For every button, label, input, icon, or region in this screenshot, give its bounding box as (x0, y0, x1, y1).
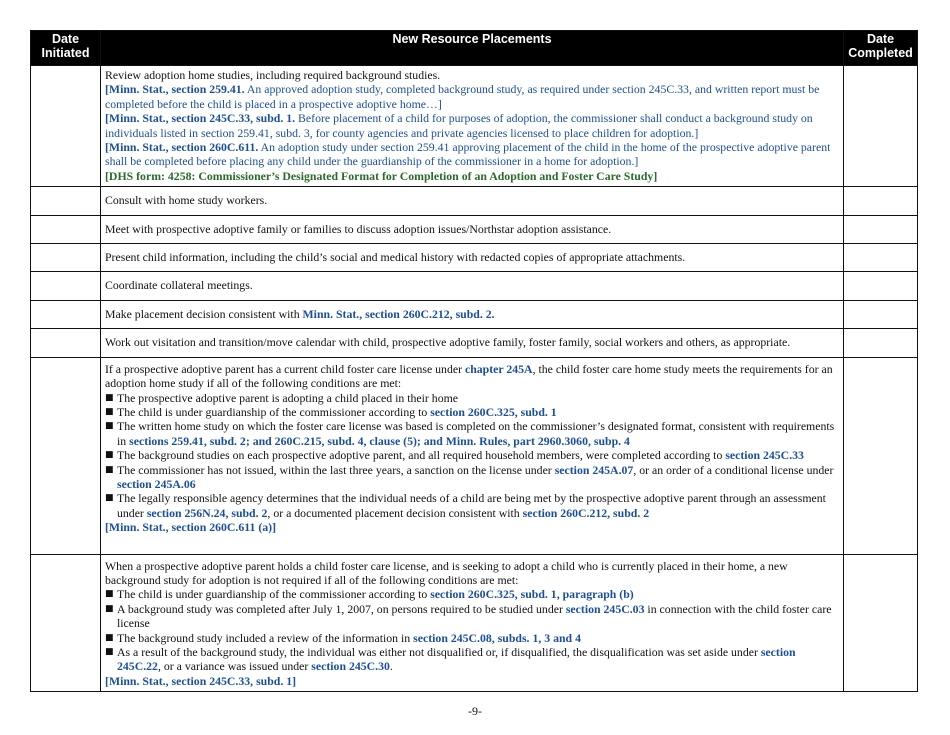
date-completed-cell[interactable] (844, 300, 918, 328)
page-number: -9- (468, 704, 482, 718)
task-cell (101, 554, 844, 692)
table-row (31, 187, 918, 215)
date-initiated-cell[interactable] (31, 187, 101, 215)
citation-ref[interactable]: [Minn. Stat., section 259.41. (105, 82, 245, 97)
condition-list (105, 587, 840, 673)
task-text: Present child information, including the child’s social and medical history with redacted copies of appropriate attachments. (101, 244, 844, 272)
citation-ref[interactable]: section 245C.08, subds. 1, 3 and 4 (413, 630, 581, 645)
list-item: ■ A background study was completed after July 1, 2007, on persons required to be studied under section 245C.03 in connection with the child foster care license (105, 602, 840, 631)
list-item: ■ The written home study on which the foster care license was based is completed on the commissioner’s designated format, consistent with requirements in sections 259.41, subd. 2; and 260C.215, subd. 4, clause (5); and Minn. Rules, part 2960.3060, subp. 4 (105, 419, 840, 448)
citation-ref[interactable]: section 245C.30 (311, 659, 390, 674)
date-initiated-cell[interactable] (31, 300, 101, 328)
date-initiated-cell[interactable] (31, 66, 101, 187)
citation (105, 111, 840, 140)
citation-text: Before placement of a child for purposes of adoption, the commissioner shall conduct a background study on individuals listed in section 259.41, subd. 3, for county agencies and private agencies licensed to place children for adoption.] (105, 111, 813, 140)
citation: [Minn. Stat., section 245C.33, subd. 1] (105, 673, 297, 688)
citation-ref[interactable]: section 260C.212, subd. 2 (522, 505, 650, 520)
table-row (31, 357, 918, 554)
citation-ref[interactable]: section 256N.24, subd. 2 (146, 505, 268, 520)
date-initiated-cell[interactable] (31, 554, 101, 692)
task-text: Work out visitation and transition/move calendar with child, prospective adoptive family, foster family, social workers and others, as appropriate. (101, 329, 844, 357)
date-completed-cell[interactable] (844, 187, 918, 215)
list-item: ■ The background study included a review of the information in section 245C.08, subds. 1, 3 and 4 (105, 631, 840, 645)
list-item: ■ The background studies on each prospective adoptive parent, and all required household members, were completed according to section 245C.33 (105, 448, 840, 462)
citation-ref[interactable]: Minn. Stat., section 245C.33, subd. 1 (108, 673, 293, 688)
task-text: Make placement decision consistent with (105, 306, 303, 321)
citation-ref[interactable]: Minn. Stat., section 260C.212, subd. 2. (302, 306, 495, 321)
condition-list (105, 391, 840, 521)
date-initiated-cell[interactable] (31, 215, 101, 243)
citation (105, 140, 840, 169)
list-item: ■ The prospective adoptive parent is adopting a child placed in their home (105, 391, 840, 405)
task-text: Review adoption home studies, including required background studies. (105, 68, 441, 82)
list-item: ■ The child is under guardianship of the commissioner according to section 260C.325, subd. 1 (105, 405, 840, 419)
citation-ref[interactable]: section 260C.325, subd. 1, paragraph (b) (430, 587, 634, 602)
table-row (31, 300, 918, 328)
list-item: ■ The child is under guardianship of the commissioner according to section 260C.325, subd. 1, paragraph (b) (105, 587, 840, 601)
citation-ref[interactable]: section 260C.325, subd. 1 (430, 404, 557, 419)
citation-ref[interactable]: chapter 245A (464, 361, 533, 376)
list-item: ■ The legally responsible agency determines that the individual needs of a child are being met by the prospective adoptive parent through an assessment under section 256N.24, subd. 2, or a documented placement decision consistent with section 260C.212, subd. 2 (105, 491, 840, 520)
task-text: Consult with home study workers. (101, 187, 844, 215)
citation-ref[interactable]: section 245C.33 (725, 448, 804, 463)
date-completed-cell[interactable] (844, 554, 918, 692)
table-row (31, 329, 918, 357)
task-cell (101, 300, 844, 328)
date-completed-cell[interactable] (844, 357, 918, 554)
date-completed-cell[interactable] (844, 329, 918, 357)
citation-ref[interactable]: [Minn. Stat., section 260C.611 (a)] (105, 520, 277, 535)
task-text: Meet with prospective adoptive family or families to discuss adoption issues/Northstar adoption assistance. (101, 215, 844, 243)
citation-ref[interactable]: sections 259.41, subd. 2; and 260C.215, subd. 4, clause (5); and Minn. Rules, part 2960.3060, subp. 4 (129, 433, 630, 448)
date-completed-cell[interactable] (844, 66, 918, 187)
table-row (31, 215, 918, 243)
task-cell (101, 357, 844, 554)
date-initiated-cell[interactable] (31, 272, 101, 300)
date-completed-cell[interactable] (844, 272, 918, 300)
table-header-row (31, 31, 918, 66)
citation-ref[interactable]: section 245A.07 (554, 462, 634, 477)
citation (105, 82, 840, 111)
task-text: Coordinate collateral meetings. (101, 272, 844, 300)
list-item: ■ The commissioner has not issued, within the last three years, a sanction on the license under section 245A.07, or an order of a conditional license under section 245A.06 (105, 463, 840, 492)
citation-text: An adoption study under section 259.41 approving placement of the child in the home of the prospective adoptive parent shall be completed before placing any child under the guardianship of the commissioner in a home for adoption.] (105, 140, 831, 169)
dhs-form-reference[interactable]: [DHS form: 4258: Commissioner’s Designated Format for Completion of an Adoption and Foster Care Study] (105, 168, 658, 183)
date-initiated-cell[interactable] (31, 357, 101, 554)
table-row (31, 554, 918, 692)
header-date-initiated: Date Initiated (31, 31, 101, 66)
citation-ref[interactable]: [Minn. Stat., section 260C.611. (105, 140, 259, 155)
citation-ref[interactable]: section 245C.22 (117, 645, 796, 674)
date-completed-cell[interactable] (844, 215, 918, 243)
date-initiated-cell[interactable] (31, 329, 101, 357)
placement-checklist-table (30, 30, 918, 692)
date-initiated-cell[interactable] (31, 244, 101, 272)
date-completed-cell[interactable] (844, 244, 918, 272)
task-cell (101, 66, 844, 187)
table-row (31, 66, 918, 187)
header-date-completed: Date Completed (844, 31, 918, 66)
citation-ref[interactable]: section 245C.03 (565, 601, 645, 616)
citation-text: An approved adoption study, completed background study, as required under section 245C.33, and written report must be completed before the child is placed in a prospective adoptive home…] (105, 82, 820, 111)
citation-ref[interactable]: section 245A.06 (117, 476, 196, 491)
citation-ref[interactable]: [Minn. Stat., section 245C.33, subd. 1. (105, 111, 296, 126)
task-text: If a prospective adoptive parent has a current child foster care license under chapter 245A, the child foster care home study meets the requirements for an adoption home study if all of the following conditions are met: (105, 361, 833, 391)
header-title: New Resource Placements (101, 31, 844, 66)
table-row (31, 272, 918, 300)
task-text: When a prospective adoptive parent holds a child foster care license, and is seeking to adopt a child who is currently placed in their home, a new background study for adoption is not required if all of the following conditions are met: (105, 558, 788, 587)
list-item: ■ As a result of the background study, the individual was either not disqualified or, if disqualified, the disqualification was set aside under section 245C.22, or a variance was issued under section 245C.30. (105, 645, 840, 674)
table-row (31, 244, 918, 272)
